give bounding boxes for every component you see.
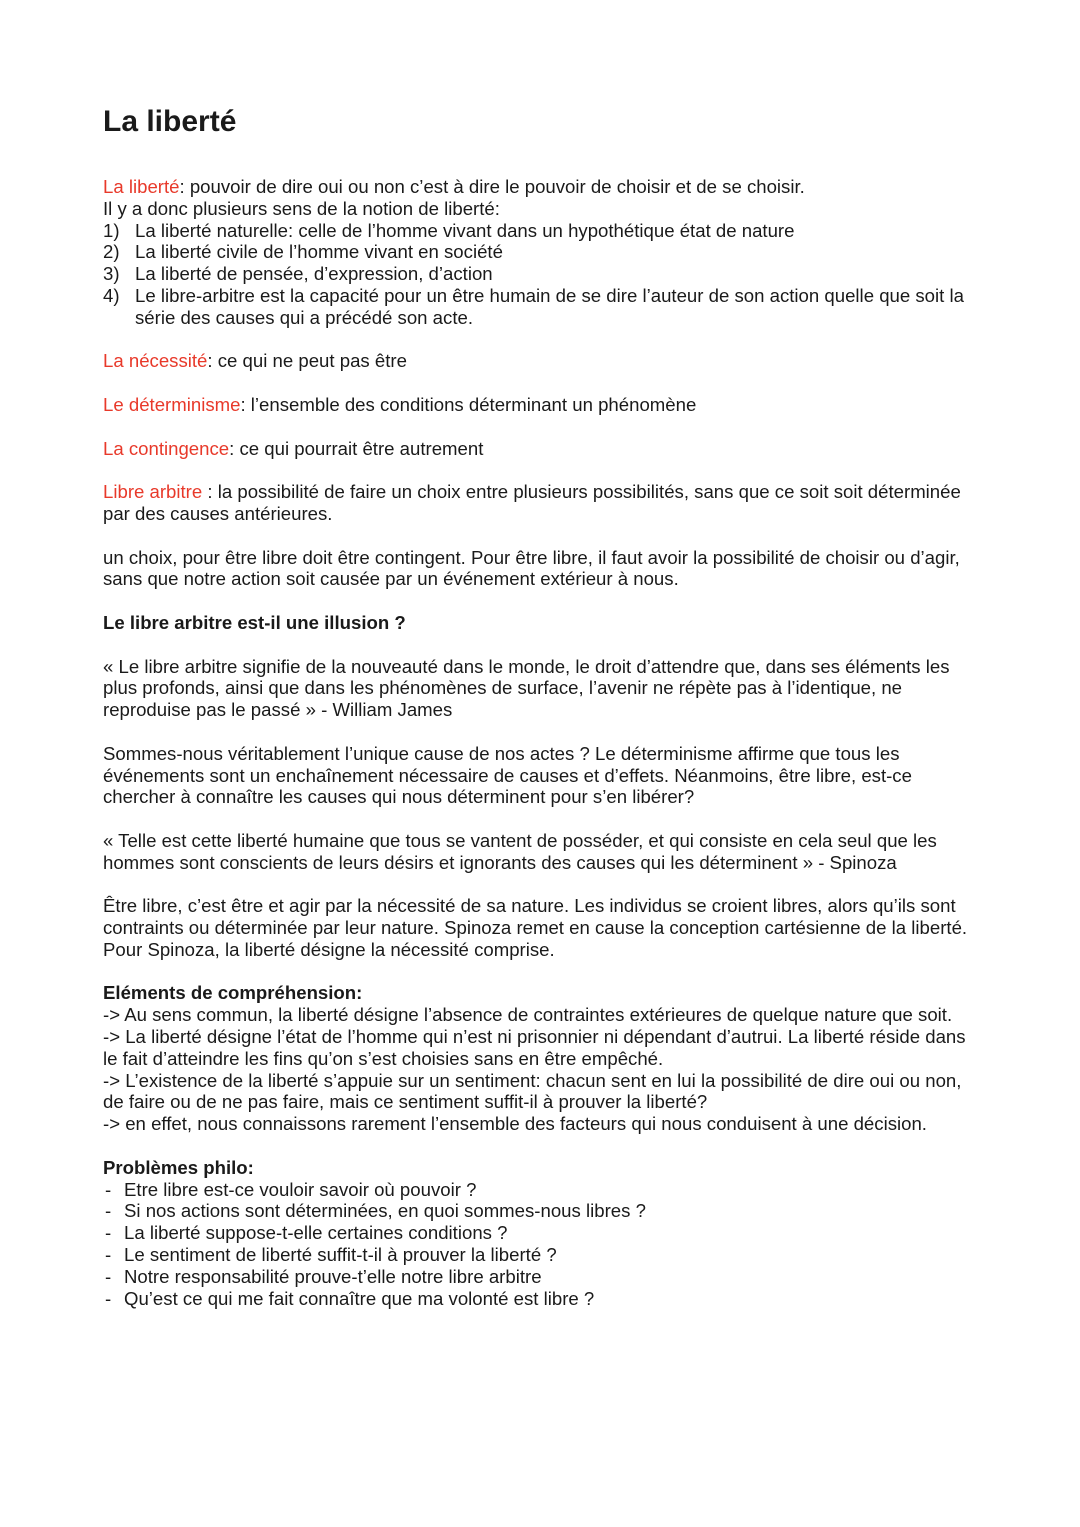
list-item: - Etre libre est-ce vouloir savoir où pouvoir ?: [105, 1178, 477, 1200]
intro-definition: La liberté: pouvoir de dire oui ou non c’est à dire le pouvoir de choisir et de se choisir.: [103, 176, 805, 197]
list-item: - Le sentiment de liberté suffit-t-il à prouver la liberté ?: [105, 1244, 557, 1266]
element-line: -> La liberté désigne l’état de l’homme qui n’est ni prisonnier ni dépendant d’autrui. La liberté réside dans le fait d’atteindre les fins qu’on s’est choisies sans en être empêché.: [103, 1026, 966, 1069]
element-line: -> Au sens commun, la liberté désigne l’absence de contraintes extérieures de quelque nature que soit.: [103, 1004, 953, 1026]
term-liberte: La liberté: [103, 176, 180, 197]
senses-list: [103, 220, 983, 329]
paragraph-cause: Sommes-nous véritablement l’unique cause de nos actes ? Le déterminisme affirme que tous les événements sont un enchaînement nécessaire de causes et d’effets. Néanmoins, être libre, est-ce chercher à connaître les causes qui nous déterminent pour s’en libérer?: [103, 742, 912, 808]
paragraph-nature: Être libre, c’est être et agir par la nécessité de sa nature. Les individus se croient libres, alors qu’ils sont contraints ou déterminée par leur nature. Spinoza remet en cause la conception cartésienne de la liberté. Pour Spinoza, la liberté désigne la nécessité comprise.: [103, 895, 968, 960]
quote-spinoza: « Telle est cette liberté humaine que tous se vantent de posséder, et qui consiste en cela seul que les hommes sont conscients de leurs désirs et ignorants des causes qui les déterminent » - Spinoza: [103, 829, 937, 873]
heading-elements: Eléments de compréhension:: [103, 982, 363, 1004]
list-item: - Si nos actions sont déterminées, en quoi sommes-nous libres ?: [105, 1200, 646, 1222]
document-page: [103, 100, 983, 1309]
list-item: 3) La liberté de pensée, d’expression, d’action: [103, 263, 493, 285]
list-item: - Notre responsabilité prouve-t’elle notre libre arbitre: [105, 1265, 542, 1287]
definition-contingence: La contingence: ce qui pourrait être autrement: [103, 437, 484, 459]
problems-list: [103, 1179, 983, 1310]
list-item: 2) La liberté civile de l’homme vivant en société: [103, 241, 503, 263]
list-item: 4) Le libre-arbitre est la capacité pour un être humain de se dire l’auteur de son action quelle que soit la série des causes qui a précédé son acte.: [103, 284, 964, 328]
paragraph-choice: un choix, pour être libre doit être contingent. Pour être libre, il faut avoir la possibilité de choisir ou d’agir, sans que notre action soit causée par un événement extérieur à nous.: [103, 546, 960, 590]
definition-determinisme: Le déterminisme: l’ensemble des conditions déterminant un phénomène: [103, 393, 697, 415]
list-item: - La liberté suppose-t-elle certaines conditions ?: [105, 1222, 508, 1244]
list-item: 1) La liberté naturelle: celle de l’homme vivant dans un hypothétique état de nature: [103, 219, 795, 241]
page-title: La liberté: [103, 105, 237, 138]
element-line: -> L’existence de la liberté s’appuie sur un sentiment: chacun sent en lui la possibilité de dire oui ou non, de faire ou de ne pas faire, mais ce sentiment suffit-il à prouver la liberté?: [103, 1069, 962, 1113]
intro-line2: Il y a donc plusieurs sens de la notion de liberté:: [103, 197, 500, 219]
definition-libre-arbitre: Libre arbitre : la possibilité de faire un choix entre plusieurs possibilités, sans que ce soit soit déterminée par des causes antérieures.: [103, 481, 961, 524]
definition-necessite: La nécessité: ce qui ne peut pas être: [103, 350, 407, 372]
element-line: -> en effet, nous connaissons rarement l’ensemble des facteurs qui nous conduisent à une décision.: [103, 1113, 927, 1135]
list-item: - Qu’est ce qui me fait connaître que ma volonté est libre ?: [105, 1287, 595, 1309]
quote-james: « Le libre arbitre signifie de la nouveauté dans le monde, le droit d’attendre que, dans ses éléments les plus profonds, ainsi que dans les phénomènes de surface, l’avenir ne répète pas à l’identique, ne reproduise pas le passé » - William James: [103, 655, 950, 721]
heading-illusion: Le libre arbitre est-il une illusion ?: [103, 611, 406, 633]
heading-problems: Problèmes philo:: [103, 1156, 254, 1178]
